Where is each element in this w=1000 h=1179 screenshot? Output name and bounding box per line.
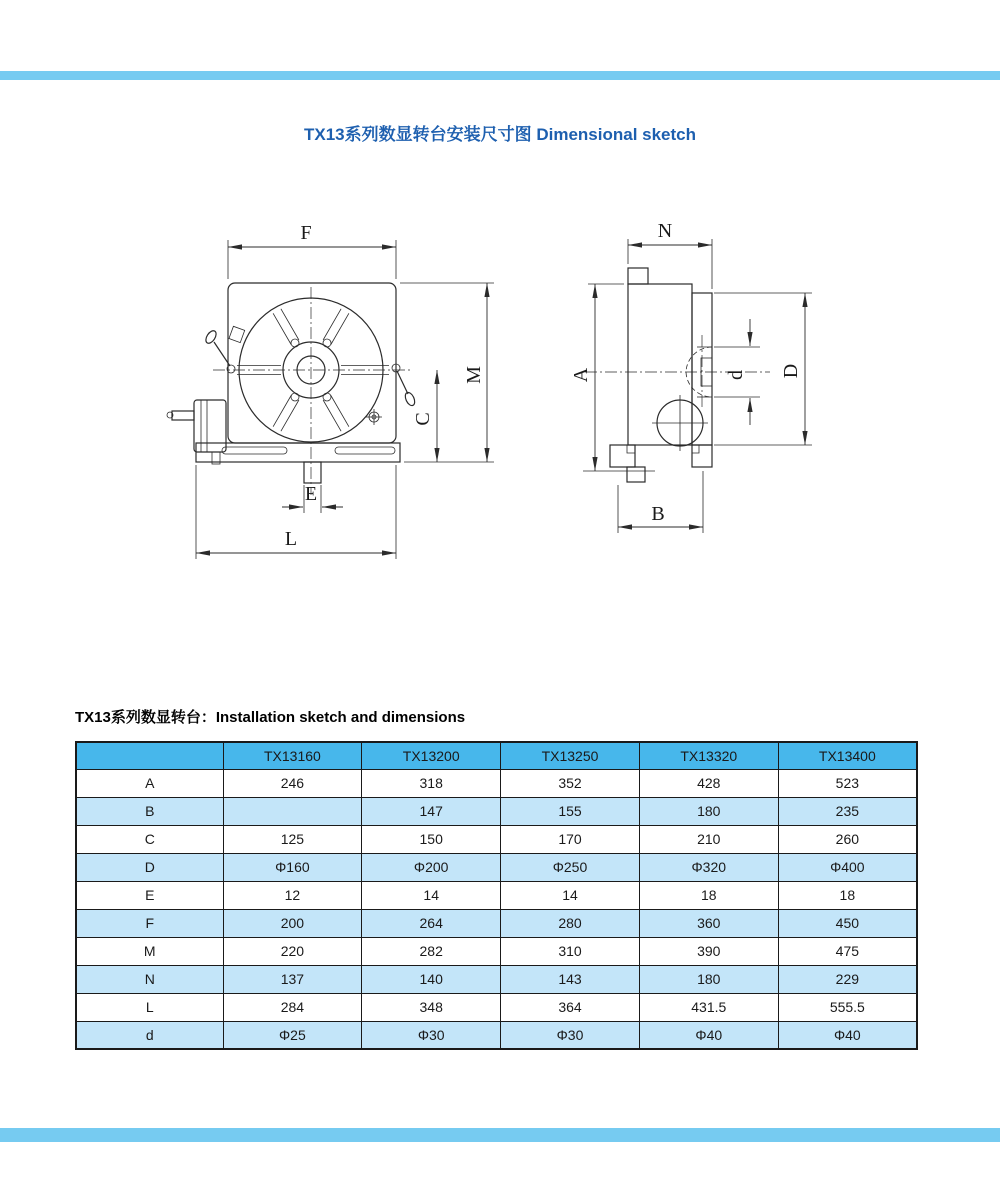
table-row (76, 797, 917, 825)
technical-drawing-svg (0, 195, 1000, 625)
row-label: d (76, 1021, 223, 1049)
dimension-value: 170 (501, 825, 640, 853)
dimension-value: 14 (501, 881, 640, 909)
dimension-value: 200 (223, 909, 362, 937)
bottom-accent-bar (0, 1128, 1000, 1142)
dimension-value: Φ250 (501, 853, 640, 881)
dimension-value: 475 (778, 937, 917, 965)
dimension-value: Φ400 (778, 853, 917, 881)
dimension-value: 431.5 (639, 993, 778, 1021)
dimension-value: 318 (362, 769, 501, 797)
dim-label-A: A (570, 367, 592, 383)
front-view (167, 222, 494, 559)
dimension-value: 180 (639, 965, 778, 993)
table-row (76, 937, 917, 965)
dimension-value: 284 (223, 993, 362, 1021)
dimension-value: 147 (362, 797, 501, 825)
dimension-value: 428 (639, 769, 778, 797)
table-row (76, 769, 917, 797)
dimension-value: 229 (778, 965, 917, 993)
datum-target-icon (366, 409, 382, 425)
table-body (76, 769, 917, 1049)
dim-label-M: M (463, 366, 485, 384)
top-accent-bar (0, 71, 1000, 80)
column-header: TX13400 (778, 742, 917, 769)
dimension-value: Φ320 (639, 853, 778, 881)
dim-label-d: d (725, 370, 747, 380)
dimension-value: 450 (778, 909, 917, 937)
column-header: TX13200 (362, 742, 501, 769)
column-header: TX13250 (501, 742, 640, 769)
row-label: M (76, 937, 223, 965)
row-label: E (76, 881, 223, 909)
dimension-value: Φ160 (223, 853, 362, 881)
dimension-value: 12 (223, 881, 362, 909)
table-caption: TX13系列数显转台：Installation sketch and dimensions (75, 709, 466, 726)
row-label: D (76, 853, 223, 881)
dimension-value: 555.5 (778, 993, 917, 1021)
dimension-value: Φ40 (639, 1021, 778, 1049)
table-header (76, 742, 917, 769)
page-title: TX13系列数显转台安装尺寸图 Dimensional sketch (303, 125, 697, 144)
table-row (76, 993, 917, 1021)
dimension-value: 352 (501, 769, 640, 797)
dim-label-E: E (304, 483, 318, 505)
dimension-value: 18 (639, 881, 778, 909)
dimension-value: 18 (778, 881, 917, 909)
dimension-value: 264 (362, 909, 501, 937)
dimension-value: 260 (778, 825, 917, 853)
dimension-value: 280 (501, 909, 640, 937)
dimension-value: Φ25 (223, 1021, 362, 1049)
row-label: A (76, 769, 223, 797)
dimension-value: 282 (362, 937, 501, 965)
row-label: F (76, 909, 223, 937)
table-row (76, 1021, 917, 1049)
corner-cell (76, 742, 223, 769)
dimension-value: 140 (362, 965, 501, 993)
dimension-value: 180 (639, 797, 778, 825)
dimension-value: 155 (501, 797, 640, 825)
dimensional-sketch (0, 195, 1000, 625)
dim-label-D: D (780, 363, 802, 379)
dimension-value: 137 (223, 965, 362, 993)
dim-label-C: C (412, 412, 434, 426)
dimension-value (223, 797, 362, 825)
dimensions-table (75, 741, 918, 1050)
side-view (570, 220, 812, 533)
column-header: TX13160 (223, 742, 362, 769)
dimension-value: Φ30 (362, 1021, 501, 1049)
dimension-value: 348 (362, 993, 501, 1021)
dimension-value: 390 (639, 937, 778, 965)
table-row (76, 965, 917, 993)
dimension-value: 360 (639, 909, 778, 937)
dimension-value: 310 (501, 937, 640, 965)
table-row (76, 881, 917, 909)
dimension-value: 220 (223, 937, 362, 965)
dimension-value: Φ40 (778, 1021, 917, 1049)
dim-label-F: F (300, 222, 312, 244)
dim-label-B: B (651, 503, 665, 525)
table-row (76, 853, 917, 881)
dimension-value: 523 (778, 769, 917, 797)
dimension-value: 364 (501, 993, 640, 1021)
table-row (76, 909, 917, 937)
dimension-value: Φ30 (501, 1021, 640, 1049)
dimension-value: 125 (223, 825, 362, 853)
row-label: N (76, 965, 223, 993)
dimension-value: 150 (362, 825, 501, 853)
dimension-value: 235 (778, 797, 917, 825)
header-row (76, 742, 917, 769)
row-label: L (76, 993, 223, 1021)
dimension-value: 210 (639, 825, 778, 853)
dim-label-N: N (657, 220, 673, 242)
row-label: C (76, 825, 223, 853)
column-header: TX13320 (639, 742, 778, 769)
table-row (76, 825, 917, 853)
dimension-value: Φ200 (362, 853, 501, 881)
dim-label-L: L (284, 528, 298, 550)
dimension-value: 246 (223, 769, 362, 797)
dimension-value: 14 (362, 881, 501, 909)
row-label: B (76, 797, 223, 825)
dimension-value: 143 (501, 965, 640, 993)
